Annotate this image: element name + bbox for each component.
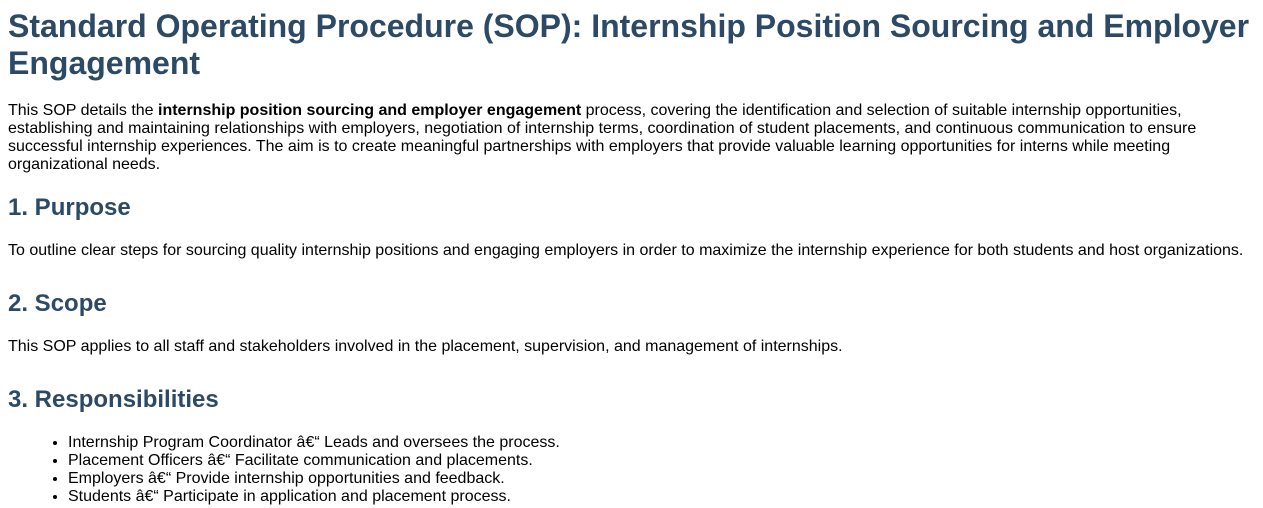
responsibilities-heading: 3. Responsibilities <box>8 386 219 413</box>
page-title: Standard Operating Procedure (SOP): Internship Position Sourcing and Employer Engagement <box>8 8 1250 81</box>
intro-text-end: process, covering the identification and selection of suitable internship opportunities, establishing and maintaining relationships with employers, negotiation of internship terms, coordination of student placements, and continuous communication to ensure successful internship experiences. The aim is to create meaningful partnerships with employers that provide valuable learning opportunities for interns while meeting organizational needs. <box>8 102 1197 173</box>
purpose-heading: 1. Purpose <box>8 194 131 221</box>
purpose-text: To outline clear steps for sourcing quality internship positions and engaging employers in order to maximize the internship experience for both students and host organizations. <box>8 242 1244 259</box>
intro-emphasis: internship position sourcing and employer engagement <box>158 102 582 119</box>
list-item: • Placement Officers â€“ Facilitate communication and placements. <box>68 452 1255 470</box>
list-item: • Students â€“ Participate in application and placement process. <box>68 488 1255 506</box>
scope-text: This SOP applies to all staff and stakeholders involved in the placement, supervision, and management of internships. <box>8 338 843 355</box>
responsibilities-list <box>8 434 1255 506</box>
list-item: • Employers â€“ Provide internship opportunities and feedback. <box>68 470 1255 488</box>
scope-heading: 2. Scope <box>8 290 107 317</box>
intro-paragraph <box>8 102 1255 174</box>
list-item: • Internship Program Coordinator â€“ Leads and oversees the process. <box>68 434 1255 452</box>
intro-text-start: This SOP details the <box>8 102 158 119</box>
